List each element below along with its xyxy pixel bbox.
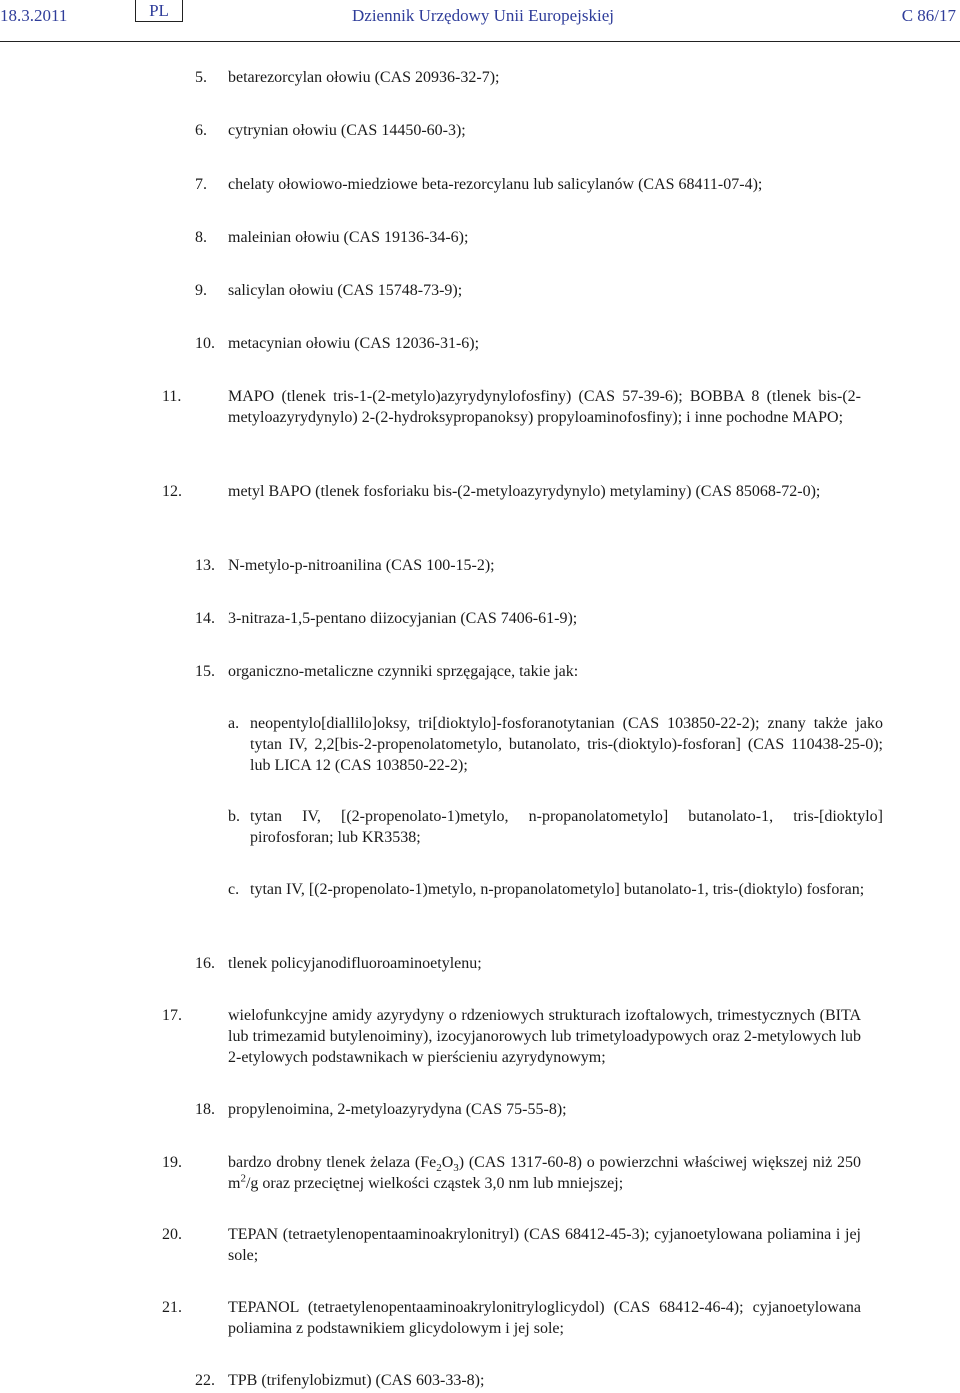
list-item-21 [162, 1297, 861, 1339]
journal-title: Dziennik Urzędowy Unii Europejskiej [352, 6, 615, 25]
item-number: 22. [195, 1372, 215, 1389]
item-number: 13. [195, 557, 215, 574]
item-text: chelaty ołowiowo-miedziowe beta-rezorcylanu lub salicylanów (CAS 68411-07-4); [228, 176, 763, 193]
list-item-15 [195, 661, 861, 682]
item-text: betarezorcylan ołowiu (CAS 20936-32-7); [228, 69, 500, 86]
language-badge: PL [135, 0, 183, 22]
list-item-9 [195, 280, 861, 301]
item-number: 6. [195, 122, 207, 139]
item-number: 10. [195, 335, 215, 352]
item-text: salicylan ołowiu (CAS 15748-73-9); [228, 282, 463, 299]
item-number: 21. [162, 1299, 182, 1316]
list-item-19 [162, 1152, 861, 1194]
item-number: 9. [195, 282, 207, 299]
item-number: 16. [195, 955, 215, 972]
sub-item-15a [228, 713, 883, 776]
item-number: 15. [195, 663, 215, 680]
list-item-17 [162, 1005, 861, 1068]
item-number: 11. [162, 388, 182, 405]
item-text: metyl BAPO (tlenek fosforiaku bis-(2-metyloazyrydynylo) metylaminy) (CAS 85068-72-0); [228, 483, 821, 500]
page-reference: C 86/17 [901, 6, 956, 25]
item-text: propylenoimina, 2-metyloazyrydyna (CAS 75-55-8); [228, 1101, 567, 1118]
item-text: tytan IV, [(2-propenolato-1)metylo, n-propanolatometylo] butanolato-1, tris-(dioktylo) fosforan; [250, 881, 865, 898]
list-item-16 [195, 953, 861, 974]
item-number: 8. [195, 229, 207, 246]
item-text: TEPAN (tetraetylenopentaaminoakrylonitryl) (CAS 68412-45-3); cyjanoetylowana poliamina i jej sole; [228, 1226, 861, 1264]
list-item-7 [195, 174, 861, 195]
item-number: 14. [195, 610, 215, 627]
list-item-13 [195, 555, 861, 576]
sub-item-15b [228, 806, 883, 848]
subscript: 2 [436, 1162, 442, 1175]
sub-item-letter: c. [228, 881, 240, 898]
list-item-12 [162, 481, 861, 502]
text-fragment: ) (CAS 1317-60-8) o powierzchni właściwej większej niż 250 m [228, 1154, 861, 1192]
item-number: 19. [162, 1154, 182, 1171]
item-number: 18. [195, 1101, 215, 1118]
item-text: organiczno-metaliczne czynniki sprzęgające, takie jak: [228, 663, 579, 680]
subscript: 3 [453, 1162, 459, 1175]
list-item-20 [162, 1224, 861, 1266]
item-number: 12. [162, 483, 182, 500]
item-text: TEPANOL (tetraetylenopentaaminoakrylonitryloglicydol) (CAS 68412-46-4); cyjanoetylowana poliamina z podstawnikiem glicydolowym i jej sole; [228, 1299, 861, 1337]
item-text: tytan IV, [(2-propenolato-1)metylo, n-propanolatometylo] butanolato-1, tris-[dioktylo] pirofosforan; lub KR3538; [250, 808, 883, 846]
item-text: maleinian ołowiu (CAS 19136-34-6); [228, 229, 469, 246]
superscript: 2 [240, 1172, 246, 1185]
sub-item-letter: a. [228, 715, 240, 732]
text-fragment: /g oraz przeciętnej wielkości cząstek 3,0 nm lub mniejszej; [245, 1175, 624, 1192]
item-text: MAPO (tlenek tris-1-(2-metylo)azyrydynylofosfiny) (CAS 57-39-6); BOBBA 8 (tlenek bis-(2-metyloazyrydynylo) 2-(2-hydroksypropanoksy) propyloaminofosfiny); i inne pochodne MAPO; [228, 388, 861, 426]
list-item-8 [195, 227, 861, 248]
item-number: 20. [162, 1226, 182, 1243]
list-item-14 [195, 608, 861, 629]
list-item-5 [195, 67, 861, 88]
sub-item-15c [228, 879, 883, 900]
text-fragment: O [441, 1154, 454, 1171]
item-text: metacynian ołowiu (CAS 12036-31-6); [228, 335, 480, 352]
item-number: 17. [162, 1007, 182, 1024]
item-text [228, 1154, 861, 1192]
item-text: 3-nitraza-1,5-pentano diizocyjanian (CAS 7406-61-9); [228, 610, 578, 627]
text-fragment: bardzo drobny tlenek żelaza (Fe [228, 1154, 437, 1171]
list-item-6 [195, 120, 861, 141]
item-text: wielofunkcyjne amidy azyrydyny o rdzeniowych strukturach izoftalowych, trimestycznych (BITA lub trimezamid butylenoiminy), izocyjanorowych lub trimetyloadypowych oraz 2-metylowych lub 2-etylowych podstawnikach w pierścieniu azyrydynowym; [228, 1007, 861, 1066]
item-text: N-metylo-p-nitroanilina (CAS 100-15-2); [228, 557, 495, 574]
publication-date: 18.3.2011 [0, 6, 68, 25]
list-item-22 [195, 1370, 861, 1391]
item-number: 7. [195, 176, 207, 193]
item-text: neopentylo[diallilo]oksy, tri[dioktylo]-fosforanotytanian (CAS 103850-22-2); znany także jako tytan IV, 2,2[bis-2-propenolatometylo, butanolato, tris-(dioktylo)-fosforan] (CAS 110438-25-0); lub LICA 12 (CAS 103850-22-2); [250, 715, 883, 774]
list-item-10 [195, 333, 861, 354]
list-item-18 [195, 1099, 861, 1120]
item-number: 5. [195, 69, 207, 86]
item-text: TPB (trifenylobizmut) (CAS 603-33-8); [228, 1372, 485, 1389]
page-header [0, 0, 960, 42]
sub-item-letter: b. [228, 808, 240, 825]
item-text: tlenek policyjanodifluoroaminoetylenu; [228, 955, 482, 972]
item-text: cytrynian ołowiu (CAS 14450-60-3); [228, 122, 466, 139]
list-item-11 [162, 386, 861, 428]
